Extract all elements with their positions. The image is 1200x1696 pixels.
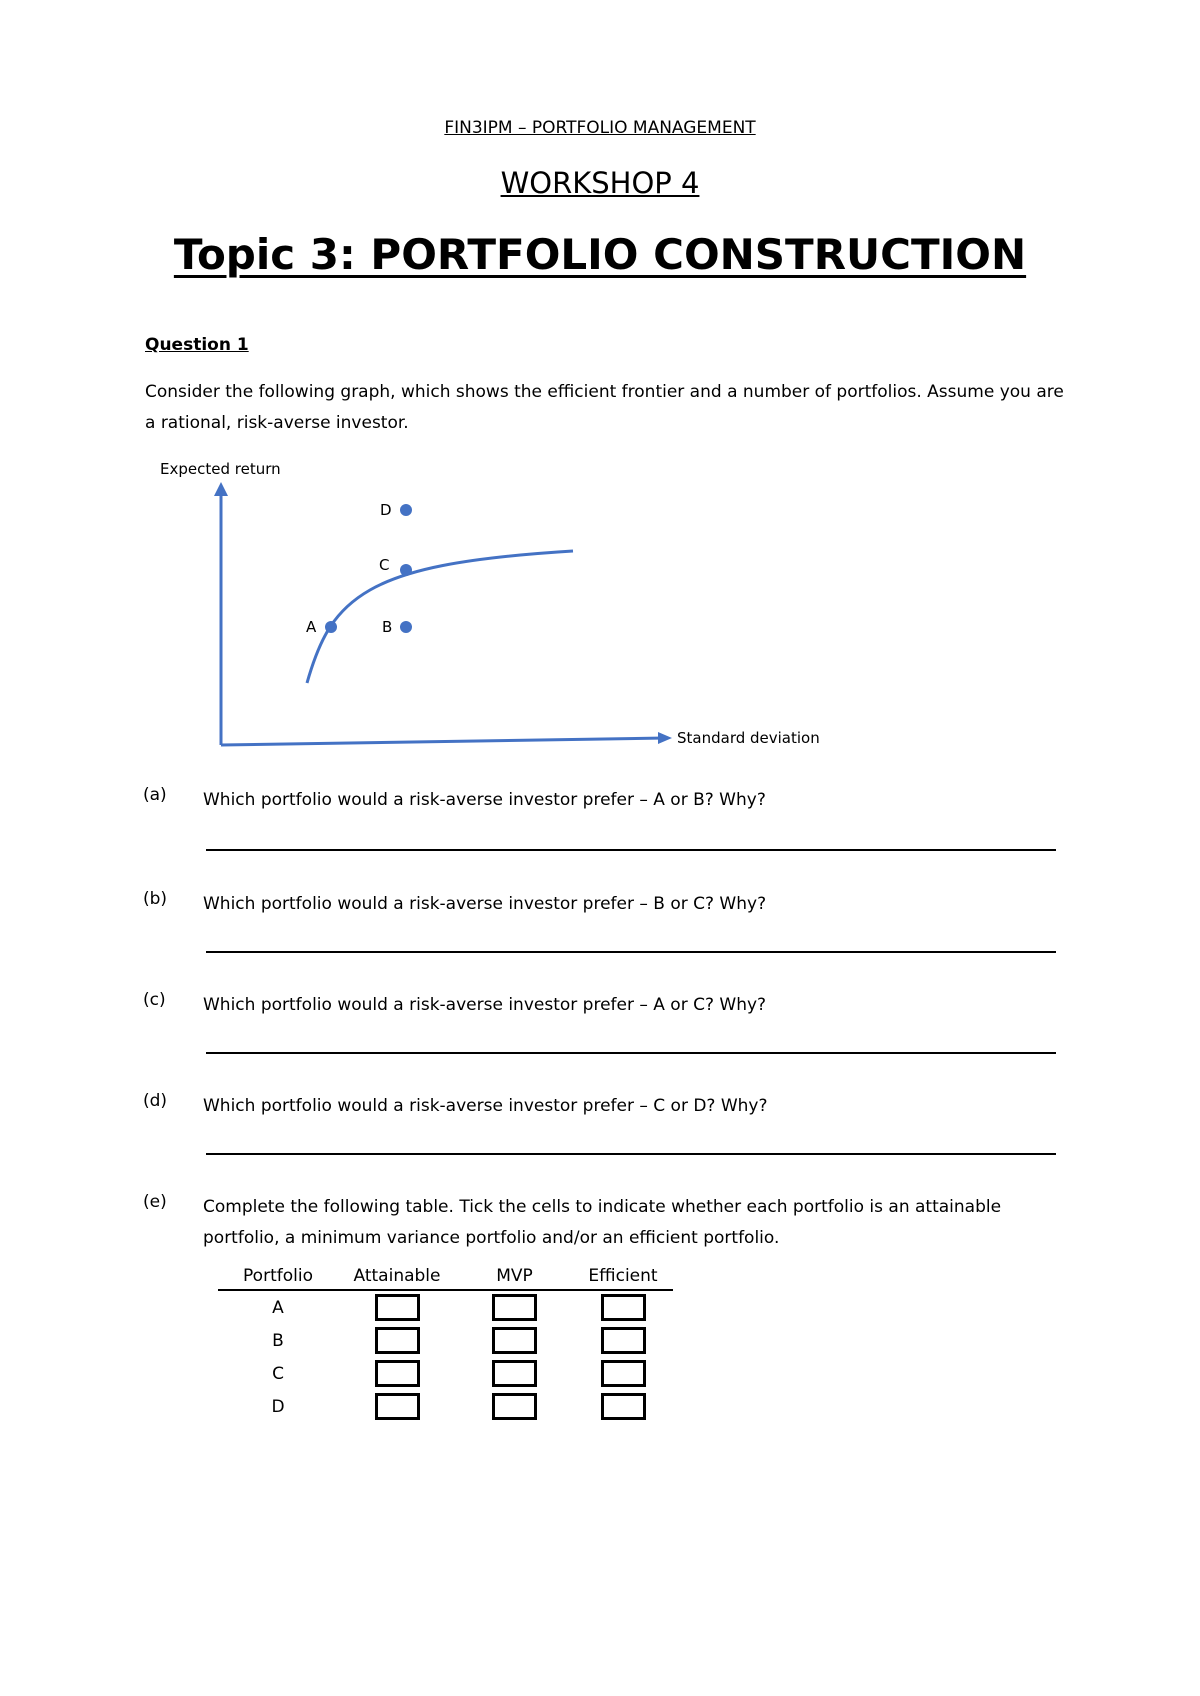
part-d-answer-line[interactable]	[206, 1153, 1056, 1155]
part-a-question: Which portfolio would a risk-averse investor prefer – A or B? Why?	[203, 790, 766, 810]
question-intro: Consider the following graph, which shows the efficient frontier and a number of portfolios. Assume you are a rational, risk-averse investor.	[145, 382, 1064, 433]
table-row	[218, 1324, 673, 1357]
tick-box-mvp[interactable]	[492, 1294, 537, 1321]
workshop-title: WORKSHOP 4	[500, 166, 700, 200]
row-portfolio-label: C	[272, 1363, 284, 1384]
x-axis	[221, 738, 665, 745]
point-d-marker	[400, 504, 412, 516]
y-axis-label: Expected return	[160, 460, 281, 478]
efficient-frontier-curve	[307, 551, 573, 683]
point-c-marker	[400, 564, 412, 576]
header-mvp: MVP	[496, 1266, 533, 1286]
header-efficient: Efficient	[588, 1266, 658, 1286]
tick-box-efficient[interactable]	[601, 1393, 646, 1420]
row-portfolio-label: B	[272, 1330, 284, 1351]
point-b-label: B	[382, 618, 393, 636]
x-axis-label: Standard deviation	[677, 729, 820, 747]
question-heading: Question 1	[145, 335, 249, 355]
part-c-answer-line[interactable]	[206, 1052, 1056, 1054]
point-a-marker	[325, 621, 337, 633]
tick-box-efficient[interactable]	[601, 1360, 646, 1387]
point-d-label: D	[380, 501, 392, 519]
course-title: FIN3IPM – PORTFOLIO MANAGEMENT	[444, 118, 756, 138]
y-axis-arrow	[214, 482, 228, 496]
topic-title: Topic 3: PORTFOLIO CONSTRUCTION	[173, 230, 1027, 279]
row-portfolio-label: A	[272, 1297, 284, 1318]
part-a-label: (a)	[143, 785, 167, 805]
point-a-label: A	[306, 618, 317, 636]
header-attainable: Attainable	[353, 1266, 441, 1286]
part-d-label: (d)	[143, 1091, 168, 1111]
part-b-question: Which portfolio would a risk-averse investor prefer – B or C? Why?	[203, 894, 767, 914]
point-b-marker	[400, 621, 412, 633]
tick-box-attainable[interactable]	[375, 1327, 420, 1354]
table-row	[218, 1357, 673, 1390]
table-row	[218, 1290, 673, 1324]
efficient-frontier-graph	[150, 455, 830, 755]
part-d-question: Which portfolio would a risk-averse investor prefer – C or D? Why?	[203, 1096, 768, 1116]
part-b-label: (b)	[143, 889, 168, 909]
x-axis-arrow	[658, 732, 672, 744]
part-e-label: (e)	[143, 1192, 167, 1212]
tick-box-mvp[interactable]	[492, 1360, 537, 1387]
part-a-answer-line[interactable]	[206, 849, 1056, 851]
table-header-row	[218, 1263, 673, 1290]
table-row	[218, 1390, 673, 1423]
part-c-question: Which portfolio would a risk-averse investor prefer – A or C? Why?	[203, 995, 767, 1015]
row-portfolio-label: D	[271, 1396, 285, 1417]
point-c-label: C	[379, 556, 390, 574]
tick-box-attainable[interactable]	[375, 1294, 420, 1321]
tick-box-attainable[interactable]	[375, 1360, 420, 1387]
part-c-label: (c)	[143, 990, 166, 1010]
tick-box-efficient[interactable]	[601, 1294, 646, 1321]
part-b-answer-line[interactable]	[206, 951, 1056, 953]
portfolio-classification-table	[218, 1263, 673, 1423]
tick-box-mvp[interactable]	[492, 1327, 537, 1354]
tick-box-mvp[interactable]	[492, 1393, 537, 1420]
part-e-question: Complete the following table. Tick the cells to indicate whether each portfolio is an attainable portfolio, a minimum variance portfolio and/or an efficient portfolio.	[203, 1197, 1002, 1248]
header-portfolio: Portfolio	[243, 1266, 313, 1286]
tick-box-attainable[interactable]	[375, 1393, 420, 1420]
tick-box-efficient[interactable]	[601, 1327, 646, 1354]
